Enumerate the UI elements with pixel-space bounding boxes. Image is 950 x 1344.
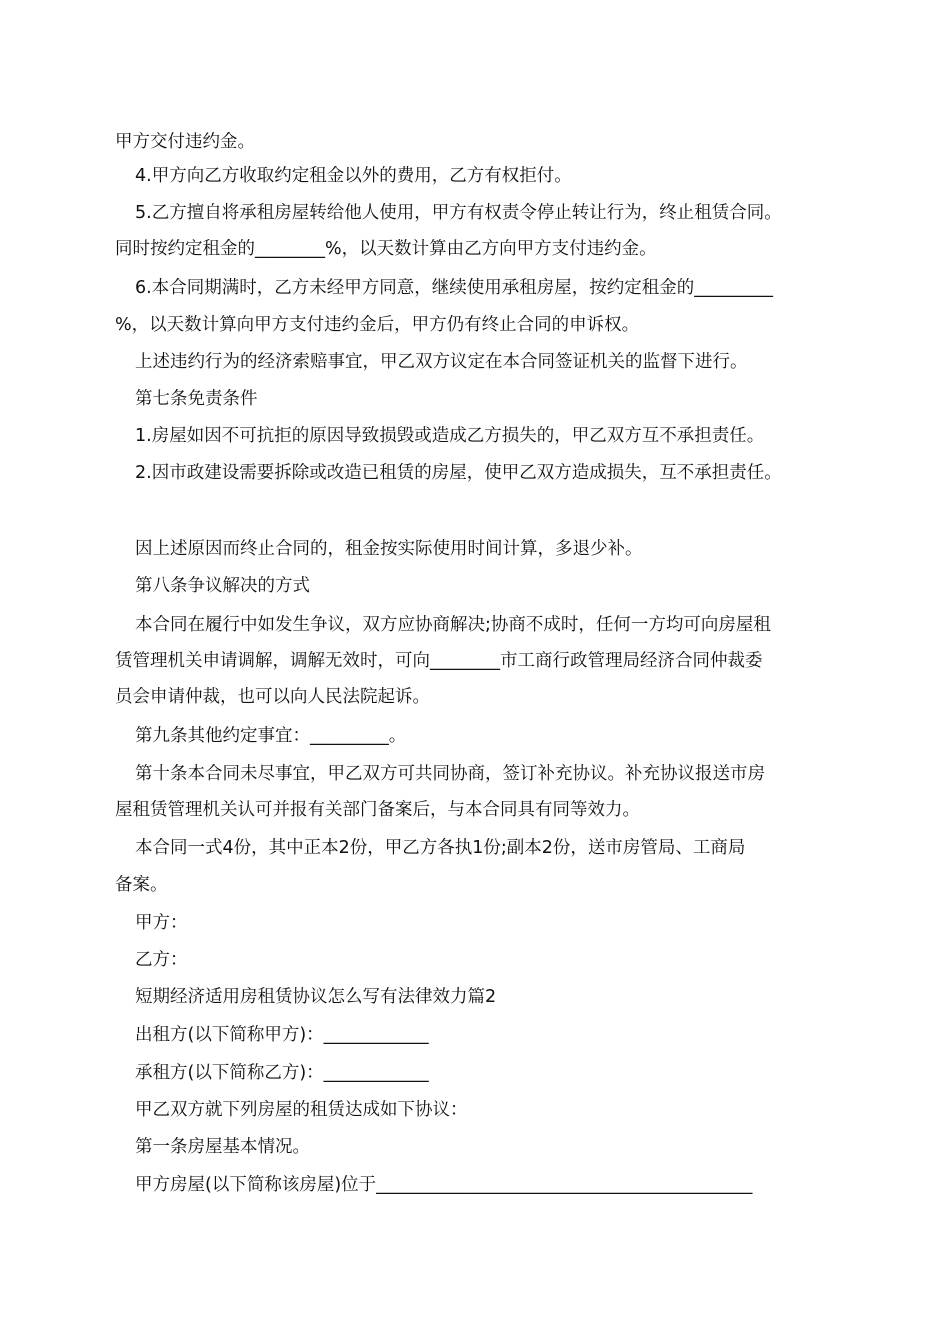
text-line-03: 5.乙方擅自将承租房屋转给他人使用，甲方有权责令停止转让行为，终止租赁合同。 — [135, 203, 782, 223]
text-line-14: 赁管理机关申请调解，调解无效时，可向________市工商行政管理局经济合同仲裁委 — [115, 651, 763, 671]
lessee-line: 承租方(以下简称乙方)：____________ — [135, 1063, 429, 1083]
text-line-06: %，以天数计算向甲方支付违约金后，甲方仍有终止合同的申诉权。 — [115, 315, 640, 335]
text-line-15: 员会申请仲裁，也可以向人民法院起诉。 — [115, 687, 430, 707]
text-line-07: 上述违约行为的经济索赔事宜，甲乙双方议定在本合同签证机关的监督下进行。 — [135, 352, 748, 372]
section-heading-7: 第七条免责条件 — [135, 389, 258, 409]
text-line-01: 甲方交付违约金。 — [115, 132, 255, 152]
text-line-09: 1.房屋如因不可抗拒的原因导致损毁或造成乙方损失的，甲乙双方互不承担责任。 — [135, 426, 765, 446]
section-heading-8: 第八条争议解决的方式 — [135, 576, 310, 596]
party-a-label: 甲方： — [135, 913, 188, 933]
text-line-28: 甲方房屋(以下简称该房屋)位于___________________________________________ — [135, 1175, 753, 1195]
section-heading-9: 第九条其他约定事宜：_________。 — [135, 726, 407, 746]
text-line-20: 备案。 — [115, 875, 168, 895]
lessor-line: 出租方(以下简称甲方)：____________ — [135, 1025, 429, 1045]
article-title: 短期经济适用房租赁协议怎么写有法律效力篇2 — [135, 987, 497, 1007]
party-b-label: 乙方： — [135, 950, 188, 970]
text-line-17: 第十条本合同未尽事宜，甲乙双方可共同协商，签订补充协议。补充协议报送市房 — [135, 764, 765, 784]
text-line-02: 4.甲方向乙方收取约定租金以外的费用，乙方有权拒付。 — [135, 166, 572, 186]
text-line-10: 2.因市政建设需要拆除或改造已租赁的房屋，使甲乙双方造成损失，互不承担责任。 — [135, 463, 782, 483]
text-line-11: 因上述原因而终止合同的，租金按实际使用时间计算，多退少补。 — [135, 539, 643, 559]
text-line-04: 同时按约定租金的________%，以天数计算由乙方向甲方支付违约金。 — [115, 239, 657, 259]
text-line-26: 甲乙双方就下列房屋的租赁达成如下协议： — [135, 1100, 468, 1120]
text-line-18: 屋租赁管理机关认可并报有关部门备案后，与本合同具有同等效力。 — [115, 800, 640, 820]
text-line-05: 6.本合同期满时，乙方未经甲方同意，继续使用承租房屋，按约定租金的_________ — [135, 278, 773, 298]
section-heading-1: 第一条房屋基本情况。 — [135, 1137, 310, 1157]
text-line-13: 本合同在履行中如发生争议，双方应协商解决;协商不成时，任何一方均可向房屋租 — [135, 615, 771, 635]
text-line-19: 本合同一式4份，其中正本2份，甲乙方各执1份;副本2份，送市房管局、工商局 — [135, 838, 746, 858]
